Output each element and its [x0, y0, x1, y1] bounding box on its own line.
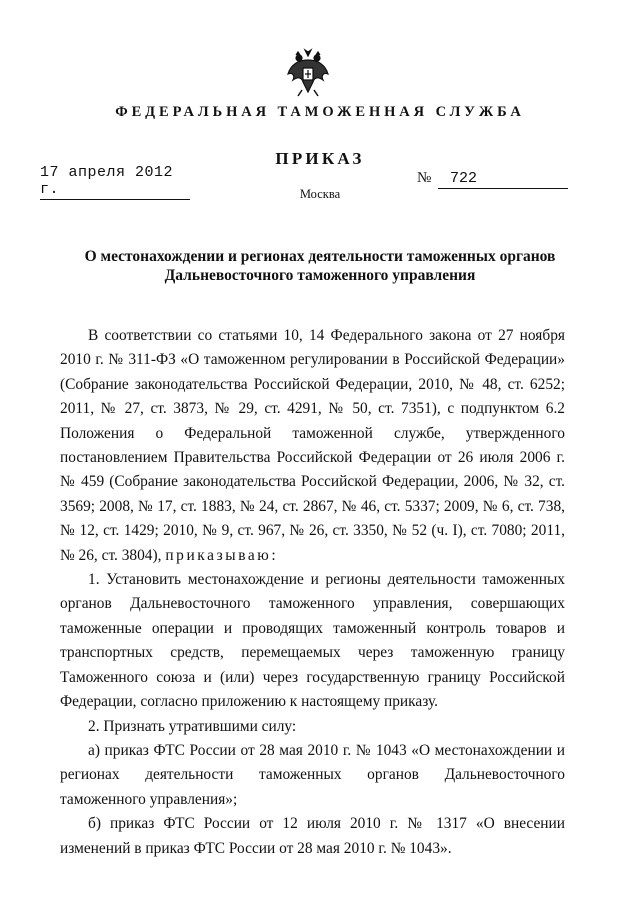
- order-date: 17 апреля 2012 г.: [40, 164, 190, 200]
- item-2b: б) приказ ФТС России от 12 июля 2010 г. № 1317 «О внесении изменений в приказ ФТС России от 28 мая 2010 г. № 1043».: [60, 815, 565, 857]
- agency-name: ФЕДЕРАЛЬНАЯ ТАМОЖЕННАЯ СЛУЖБА: [115, 104, 525, 120]
- order-word: приказываю:: [165, 546, 279, 564]
- item-2a: а) приказ ФТС России от 28 мая 2010 г. № 1043 «О местонахождении и регионах деятельности таможенных органов Дальневосточного таможенного управления»;: [60, 741, 565, 808]
- coat-of-arms-emblem-icon: [285, 46, 331, 98]
- order-city: Москва: [299, 187, 341, 201]
- preamble-paragraph: [60, 324, 565, 568]
- item-1: 1. Установить местонахождение и регионы деятельности таможенных органов Дальневосточного таможенного управления, совершающих таможенные операции и проводящих таможенный контроль товаров и транспортных средств, перемещаемых через таможенную границу Таможенного союза и (или) через государственную границу Российской Федерации, согласно приложению к настоящему приказу.: [60, 571, 565, 711]
- number-sign: №: [417, 170, 432, 186]
- order-body: [60, 324, 565, 861]
- item-2: 2. Признать утратившими силу:: [88, 717, 297, 735]
- preamble-text: В соответствии со статьями 10, 14 Федерального закона от 27 ноября 2010 г. № 311-ФЗ «О таможенном регулировании в Российской Федерации» (Собрание законодательства Российской Федерации, 2010, № 48, ст. 6252; 2011, № 27, ст. 3873, № 29, ст. 4291, № 50, ст. 7351), с подпунктом 6.2 Положения о Федеральной таможенной службе, утвержденного постановлением Правительства Российской Федерации от 26 июля 2006 г. № 459 (Собрание законодательства Российской Федерации, 2006, № 32, ст. 3569; 2008, № 17, ст. 1883, № 24, ст. 2867, № 46, ст. 5337; 2009, № 6, ст. 738, № 12, ст. 1429; 2010, № 9, ст. 967, № 26, ст. 3350, № 52 (ч. I), ст. 7080; 2011, № 26, ст. 3804),: [60, 327, 565, 564]
- heading-line-2: Дальневосточного таможенного управления: [164, 267, 476, 284]
- order-heading: [60, 247, 580, 285]
- document-type: ПРИКАЗ: [275, 149, 365, 168]
- order-number: 722: [438, 170, 568, 189]
- heading-line-1: О местонахождении и регионах деятельности таможенных органов: [84, 248, 556, 265]
